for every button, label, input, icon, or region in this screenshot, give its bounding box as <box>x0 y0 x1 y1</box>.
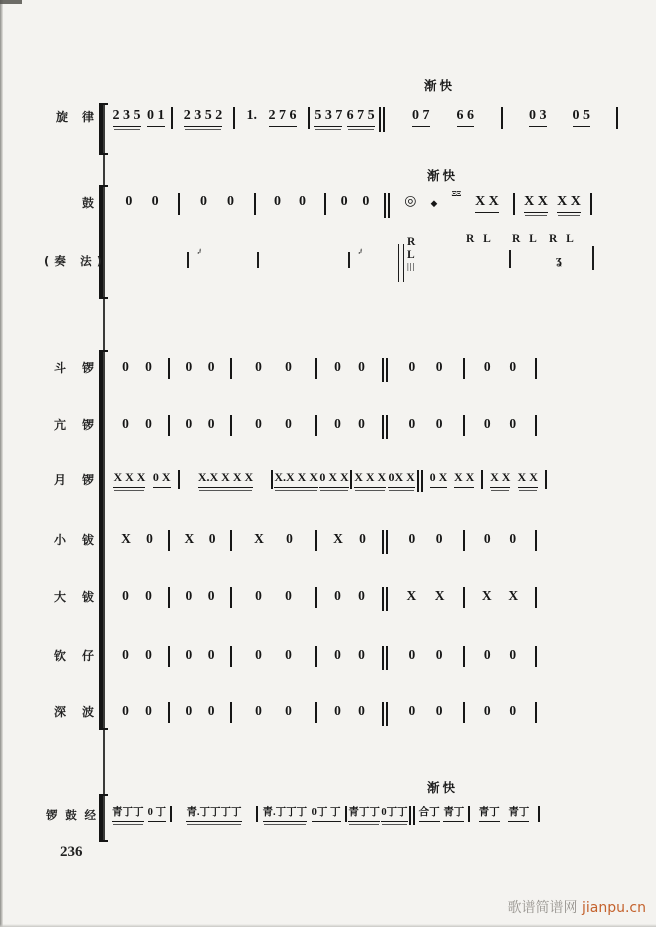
watermark <box>508 897 646 917</box>
barline <box>535 587 537 608</box>
note-group: X <box>254 531 264 546</box>
note-group: 0 <box>145 703 152 718</box>
note-group: 0 <box>334 647 341 662</box>
measure <box>388 646 463 664</box>
note-group: X.X X X <box>274 470 318 488</box>
measure <box>388 587 463 605</box>
note-group: 0 <box>185 416 193 431</box>
instrument-label-dabo: 大钹 <box>54 590 94 604</box>
note-group: 0 <box>435 359 443 374</box>
note-group: 0 <box>285 588 292 603</box>
note-group: 0 <box>255 703 262 718</box>
note-group: 0 <box>285 359 292 374</box>
note-group: 青丁丁 <box>112 806 144 822</box>
note-group: 0 <box>207 647 215 662</box>
note-group: X X <box>518 470 538 488</box>
note-group: 0 <box>509 416 517 431</box>
measure <box>470 806 538 822</box>
note-group: 0 <box>146 531 153 546</box>
note-group: 青丁 <box>508 806 529 822</box>
note-group: 0 <box>122 647 129 662</box>
note-group: 0 X <box>430 470 448 488</box>
instrument-label-xiaobo: 小钹 <box>54 533 94 547</box>
barline <box>616 107 618 129</box>
measure <box>273 470 350 488</box>
measure <box>317 587 382 605</box>
instrument-label-shenbo: 深波 <box>54 705 94 719</box>
instrument-label-luogujing: 锣鼓经 <box>46 808 96 822</box>
note-group: 0 <box>435 416 443 431</box>
note-group: 青.丁丁丁 <box>263 806 308 822</box>
note-group: 0 7 <box>412 107 430 127</box>
note-group: 青.丁丁丁丁 <box>186 806 241 822</box>
measure <box>106 702 168 720</box>
barline <box>535 530 537 551</box>
measure <box>180 470 271 488</box>
note-group: 0 <box>145 359 152 374</box>
note-group: 青丁丁 <box>348 806 380 822</box>
bracket-gong-group <box>99 351 103 729</box>
staff-row-luogujing <box>108 806 540 825</box>
measure <box>170 587 230 605</box>
note-group: 0 X X <box>319 470 348 488</box>
measure <box>347 806 409 822</box>
note-group: 0 <box>408 359 416 374</box>
note-group: 0 <box>145 588 152 603</box>
note-group: 0 <box>408 703 416 718</box>
note-group: 0 <box>509 647 517 662</box>
roll-symbol: ʓ <box>556 252 562 267</box>
measure <box>106 358 168 376</box>
note-group: 青丁 <box>443 806 464 822</box>
measure <box>232 587 315 605</box>
measure <box>170 415 230 433</box>
instrument-label-kangluo: 亢锣 <box>54 418 94 432</box>
staff-row-yueluo <box>106 470 547 492</box>
note-group: 0 丁 <box>148 806 166 822</box>
note-group: X X <box>475 193 499 213</box>
note-group: 0 <box>274 194 281 209</box>
measure <box>106 193 178 211</box>
staff-row-kangluo <box>106 415 537 439</box>
note-group: X X X <box>113 470 145 488</box>
staff-row-melody <box>106 107 618 132</box>
measure <box>106 470 178 488</box>
note-group: 0 <box>208 531 216 546</box>
note-group: 0 <box>334 588 341 603</box>
measure <box>317 530 382 548</box>
measure <box>173 107 233 127</box>
note-group: X X <box>490 470 510 488</box>
note-group: ◎ <box>404 194 417 209</box>
note-group: 6 6 <box>457 107 475 127</box>
staff-row-qinzai <box>106 646 537 670</box>
staff-row-xiaobo <box>106 530 537 554</box>
measure <box>106 415 168 433</box>
sticking-pair: R L <box>549 233 577 245</box>
note-group: 0 <box>255 588 262 603</box>
grace-note-mark: ♪ <box>195 245 204 258</box>
note-group: 0 <box>483 531 491 546</box>
note-group: ΞΞ <box>451 189 461 198</box>
note-group: 0 <box>408 647 416 662</box>
measure <box>317 358 382 376</box>
note-group: X X <box>454 470 474 488</box>
staff-row-drum <box>106 189 592 218</box>
measure <box>106 646 168 664</box>
measure <box>515 193 590 213</box>
measure <box>232 646 315 664</box>
measure <box>503 107 616 127</box>
measure <box>258 806 345 822</box>
note-group: 0 <box>285 416 292 431</box>
barline <box>535 358 537 379</box>
note-group: 0 <box>185 703 193 718</box>
technique-double-barline <box>398 244 404 282</box>
note-group: 0 <box>334 359 341 374</box>
measure <box>317 702 382 720</box>
measure <box>465 587 535 605</box>
grace-note-mark: ♪ <box>356 245 365 258</box>
staff-row-dabo <box>106 587 537 611</box>
technique-barline <box>509 250 511 268</box>
measure <box>388 358 463 376</box>
technique-end-barline <box>592 246 594 270</box>
sticking-pair: R L <box>512 233 540 245</box>
measure <box>317 415 382 433</box>
technique-barline <box>257 252 259 268</box>
measure <box>390 189 513 213</box>
technique-barline <box>348 252 350 268</box>
sticking-left: L <box>407 249 418 261</box>
measure <box>385 107 501 127</box>
note-group: X <box>434 588 445 603</box>
note-group: 0 <box>145 647 152 662</box>
measure <box>232 530 315 548</box>
note-group: 0 <box>200 194 207 209</box>
note-group: X <box>184 531 195 546</box>
note-group: 0 <box>358 588 365 603</box>
bracket-luogujing <box>99 795 103 841</box>
instrument-label-technique: (奏 法) <box>44 254 102 268</box>
barline <box>538 806 540 822</box>
barline <box>590 193 592 215</box>
measure <box>172 806 256 822</box>
note-group: 0 <box>340 194 348 209</box>
tempo-mark: 渐快 <box>427 780 459 795</box>
note-group: 0 <box>185 359 193 374</box>
measure <box>108 806 170 822</box>
barline <box>545 470 547 489</box>
note-group: X X <box>557 193 581 213</box>
instrument-label-douluo: 斗锣 <box>54 361 94 375</box>
system-line <box>103 104 105 841</box>
tempo-mark: 渐快 <box>424 78 456 93</box>
measure <box>310 107 379 127</box>
measure <box>465 358 535 376</box>
note-group: 0 <box>509 703 517 718</box>
note-group: X.X X X X <box>198 470 253 488</box>
note-group: 0 <box>299 194 306 209</box>
measure <box>106 107 171 127</box>
note-group: X <box>508 588 519 603</box>
measure <box>483 470 545 488</box>
note-group: 0 <box>285 647 292 662</box>
note-group: 0 <box>362 194 370 209</box>
measure <box>388 530 463 548</box>
note-group: X <box>481 588 492 603</box>
scan-artifact <box>0 0 22 4</box>
measure <box>256 193 324 211</box>
note-group: 0 <box>358 647 365 662</box>
note-group: X X X <box>354 470 386 488</box>
measure <box>388 702 463 720</box>
note-group: 0 <box>207 703 215 718</box>
note-group: 0 <box>509 531 517 546</box>
barline <box>535 702 537 723</box>
barline <box>535 415 537 436</box>
note-group: 0 <box>408 531 416 546</box>
note-group: 0 <box>185 588 193 603</box>
note-group: 0 <box>358 359 365 374</box>
note-group: 0 <box>359 531 366 546</box>
note-group: 0 5 <box>573 107 591 127</box>
bracket-drum-group <box>99 186 103 298</box>
note-group: 0 <box>435 531 443 546</box>
instrument-label-drum: 鼓 <box>81 196 94 210</box>
measure <box>170 702 230 720</box>
measure <box>423 470 481 488</box>
watermark-site-name: 歌谱简谱网 <box>507 900 578 916</box>
note-group: 2 7 6 <box>269 107 297 127</box>
watermark-site-url: jianpu.cn <box>581 900 646 916</box>
measure <box>106 530 168 548</box>
note-group: 0 <box>334 703 341 718</box>
note-group: 6 7 5 <box>347 107 375 127</box>
note-group: X <box>121 531 131 546</box>
measure <box>465 646 535 664</box>
instrument-label-yueluo: 月锣 <box>54 473 94 487</box>
note-group: 0 <box>408 416 416 431</box>
measure <box>465 415 535 433</box>
note-group: 0X X <box>388 470 414 488</box>
note-group: 0 <box>483 703 491 718</box>
note-group: 0 <box>207 588 215 603</box>
note-group: 0 <box>285 703 292 718</box>
note-group: 0 3 <box>529 107 547 127</box>
note-group: 0 <box>122 416 129 431</box>
instrument-label-qinzai: 钦仔 <box>54 649 94 663</box>
note-group: 0 <box>207 416 215 431</box>
note-group: 0 <box>358 703 365 718</box>
measure <box>232 702 315 720</box>
note-group: 0 <box>509 359 517 374</box>
measure <box>170 358 230 376</box>
note-group: 2 3 5 <box>113 107 141 127</box>
note-group: 0 1 <box>147 107 165 127</box>
note-group: 0 <box>483 359 491 374</box>
note-group: 0 <box>207 359 215 374</box>
note-group: 0 <box>483 416 491 431</box>
note-group: X <box>406 588 417 603</box>
measure <box>235 107 308 127</box>
note-group: 0 <box>483 647 491 662</box>
note-group: 0 <box>286 531 293 546</box>
note-group: 0 X <box>153 470 171 488</box>
roll-strokes: ||| <box>407 262 416 271</box>
tempo-mark: 渐快 <box>427 168 459 183</box>
barline <box>535 646 537 667</box>
measure <box>232 358 315 376</box>
staff-row-shenbo <box>106 702 537 726</box>
instrument-label-melody: 旋律 <box>56 110 94 124</box>
measure <box>317 646 382 664</box>
note-group: 0 <box>435 647 443 662</box>
note-group: 0 <box>122 588 129 603</box>
note-group: 0 <box>255 359 262 374</box>
measure <box>180 193 254 211</box>
measure <box>326 193 384 211</box>
note-group: 1. <box>246 108 257 123</box>
note-group: 0 <box>334 416 341 431</box>
note-group: X <box>333 531 343 546</box>
note-group: 5 3 7 <box>314 107 342 127</box>
note-group: 0 <box>122 359 129 374</box>
measure <box>352 470 417 488</box>
note-group: 0 <box>145 416 152 431</box>
note-group: 0丁丁 <box>381 806 407 822</box>
note-group: 0 <box>435 703 443 718</box>
measure <box>415 806 468 822</box>
measure <box>465 702 535 720</box>
staff-row-douluo <box>106 358 537 382</box>
sticking-pair: R L <box>466 233 494 245</box>
note-group: 合丁 <box>419 806 440 822</box>
measure <box>106 587 168 605</box>
note-group: 0 <box>151 194 159 209</box>
technique-barline <box>187 252 189 268</box>
bracket-melody <box>99 104 103 154</box>
note-group: 0 <box>255 647 262 662</box>
note-group: 0 <box>358 416 365 431</box>
note-group: 0 <box>227 194 234 209</box>
measure <box>232 415 315 433</box>
note-group: ◆ <box>430 198 438 208</box>
note-group: 0 <box>255 416 262 431</box>
measure <box>170 530 230 548</box>
note-group: 2 3 5 2 <box>184 107 223 127</box>
page-number: 236 <box>60 844 83 860</box>
note-group: 0 <box>122 703 129 718</box>
sticking-right: R <box>407 236 419 248</box>
measure <box>465 530 535 548</box>
note-group: 0 <box>125 194 133 209</box>
note-group: 0 <box>185 647 193 662</box>
measure <box>388 415 463 433</box>
note-group: X X <box>524 193 548 213</box>
note-group: 青丁 <box>479 806 500 822</box>
measure <box>170 646 230 664</box>
note-group: 0丁 丁 <box>312 806 341 822</box>
